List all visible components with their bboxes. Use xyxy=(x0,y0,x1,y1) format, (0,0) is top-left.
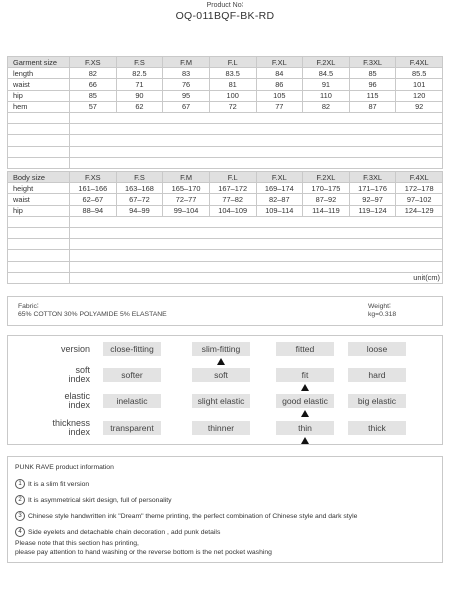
size-header: F.M xyxy=(163,172,210,183)
row-label: hip xyxy=(8,205,70,216)
product-properties xyxy=(7,335,443,445)
table-cell: 169–174 xyxy=(256,183,303,194)
table-row xyxy=(8,239,443,250)
number-badge: 2 xyxy=(15,495,25,505)
table-cell: 83 xyxy=(163,68,210,79)
row-label: height xyxy=(8,183,70,194)
table-row xyxy=(8,216,443,227)
table-cell: 87 xyxy=(349,101,396,112)
table-cell: 100 xyxy=(209,90,256,101)
size-header: F.4XL xyxy=(396,172,443,183)
property-option: thick xyxy=(348,421,406,435)
table-cell: 90 xyxy=(116,90,163,101)
size-header: F.S xyxy=(116,172,163,183)
number-badge: 4 xyxy=(15,527,25,537)
property-option: good elastic xyxy=(276,394,334,408)
table-cell xyxy=(8,216,70,227)
property-label xyxy=(8,366,90,384)
table-cell: 85 xyxy=(349,68,396,79)
table-row xyxy=(8,68,443,79)
table-row xyxy=(8,79,443,90)
selected-indicator-icon xyxy=(301,384,309,391)
table-cell: 72–77 xyxy=(163,194,210,205)
washing-note-line: please pay attention to hand washing or the reverse bottom is the net pocket washing xyxy=(15,549,272,556)
table-row xyxy=(8,250,443,261)
table-cell: 62 xyxy=(116,101,163,112)
size-header: F.2XL xyxy=(303,172,350,183)
info-item xyxy=(15,479,89,489)
table-cell: 171–176 xyxy=(349,183,396,194)
property-option: soft xyxy=(192,368,250,382)
fabric-label: Fabric∶ xyxy=(18,303,39,310)
size-header: F.XS xyxy=(70,172,117,183)
property-option: hard xyxy=(348,368,406,382)
table-cell: 115 xyxy=(349,90,396,101)
table-cell: 92–97 xyxy=(349,194,396,205)
size-header: F.S xyxy=(116,57,163,68)
table-cell: 84 xyxy=(256,68,303,79)
table-title: Body size xyxy=(8,172,70,183)
table-cell xyxy=(70,157,443,168)
table-row xyxy=(8,183,443,194)
row-label: waist xyxy=(8,194,70,205)
table-cell: 71 xyxy=(116,79,163,90)
table-cell xyxy=(70,216,443,227)
table-cell: 101 xyxy=(396,79,443,90)
info-item-text: It is asymmetrical skirt design, full of personality xyxy=(28,496,172,504)
table-cell: 124–129 xyxy=(396,205,443,216)
table-cell xyxy=(8,239,70,250)
table-cell: 82.5 xyxy=(116,68,163,79)
table-row xyxy=(8,194,443,205)
row-label: hip xyxy=(8,90,70,101)
selected-indicator-icon xyxy=(301,410,309,417)
property-label xyxy=(8,392,90,410)
table-cell xyxy=(8,124,70,135)
size-header: F.L xyxy=(209,172,256,183)
selected-indicator-icon xyxy=(217,358,225,365)
table-cell: 82–87 xyxy=(256,194,303,205)
table-cell: 83.5 xyxy=(209,68,256,79)
table-cell: 110 xyxy=(303,90,350,101)
size-header: F.L xyxy=(209,57,256,68)
table-cell: 105 xyxy=(256,90,303,101)
number-badge: 3 xyxy=(15,511,25,521)
table-cell: 104–109 xyxy=(209,205,256,216)
table-cell xyxy=(8,227,70,238)
table-row xyxy=(8,227,443,238)
info-item xyxy=(15,527,220,537)
table-cell xyxy=(70,239,443,250)
info-title: PUNK RAVE product information xyxy=(15,464,114,471)
property-option: transparent xyxy=(103,421,161,435)
table-cell xyxy=(70,250,443,261)
table-cell: 85.5 xyxy=(396,68,443,79)
table-header-row xyxy=(8,172,443,183)
table-cell: 95 xyxy=(163,90,210,101)
property-label-line: version xyxy=(60,343,90,354)
property-option: loose xyxy=(348,342,406,356)
size-header: F.XL xyxy=(256,172,303,183)
fabric-composition: 65% COTTON 30% POLYAMIDE 5% ELASTANE xyxy=(18,311,167,318)
table-cell: 57 xyxy=(70,101,117,112)
property-option: close-fitting xyxy=(103,342,161,356)
weight-value: kg=0.318 xyxy=(368,311,397,318)
table-row xyxy=(8,146,443,157)
table-cell: 92 xyxy=(396,101,443,112)
garment-size-table xyxy=(7,56,443,169)
property-label-line: thickness xyxy=(52,418,90,428)
info-item-text: Chinese style handwritten ink "Dream" theme printing, the perfect combination of Chinese style and dark style xyxy=(28,512,358,520)
table-cell: 77–82 xyxy=(209,194,256,205)
table-cell: 99–104 xyxy=(163,205,210,216)
table-cell: 88–94 xyxy=(70,205,117,216)
table-row xyxy=(8,112,443,123)
property-option: thinner xyxy=(192,421,250,435)
property-option: fitted xyxy=(276,342,334,356)
unit-label: unit(cm) xyxy=(70,272,443,283)
size-header: F.3XL xyxy=(349,172,396,183)
table-cell xyxy=(70,135,443,146)
property-option: softer xyxy=(103,368,161,382)
table-cell: 76 xyxy=(163,79,210,90)
table-header-row xyxy=(8,57,443,68)
size-header: F.2XL xyxy=(303,57,350,68)
property-option: thin xyxy=(276,421,334,435)
table-cell xyxy=(70,227,443,238)
table-cell: 86 xyxy=(256,79,303,90)
table-row xyxy=(8,272,443,283)
table-cell: 77 xyxy=(256,101,303,112)
size-header: F.4XL xyxy=(396,57,443,68)
table-cell xyxy=(8,135,70,146)
table-cell: 82 xyxy=(70,68,117,79)
product-number-label: Product No∶ xyxy=(206,2,244,9)
table-row xyxy=(8,124,443,135)
table-row xyxy=(8,157,443,168)
table-cell: 163–168 xyxy=(116,183,163,194)
table-cell: 84.5 xyxy=(303,68,350,79)
washing-note-line: Please note that this section has printing, xyxy=(15,540,139,547)
property-option: fit xyxy=(276,368,334,382)
row-label: waist xyxy=(8,79,70,90)
table-cell: 114–119 xyxy=(303,205,350,216)
table-cell xyxy=(70,261,443,272)
table-row xyxy=(8,205,443,216)
size-header: F.3XL xyxy=(349,57,396,68)
property-label-line: index xyxy=(68,400,90,410)
fabric-section xyxy=(7,296,443,326)
property-label-line: index xyxy=(68,374,90,384)
table-row xyxy=(8,90,443,101)
row-label: hem xyxy=(8,101,70,112)
product-information xyxy=(7,456,443,563)
property-label xyxy=(8,419,90,437)
table-cell: 119–124 xyxy=(349,205,396,216)
table-cell: 62–67 xyxy=(70,194,117,205)
size-header: F.XS xyxy=(70,57,117,68)
property-label-line: elastic xyxy=(64,391,90,401)
table-cell: 109–114 xyxy=(256,205,303,216)
table-cell: 94–99 xyxy=(116,205,163,216)
table-cell: 81 xyxy=(209,79,256,90)
table-cell: 67 xyxy=(163,101,210,112)
table-cell xyxy=(8,112,70,123)
table-cell: 170–175 xyxy=(303,183,350,194)
number-badge: 1 xyxy=(15,479,25,489)
table-cell xyxy=(8,146,70,157)
table-title: Garment size xyxy=(8,57,70,68)
info-item-text: Side eyelets and detachable chain decoration , add punk details xyxy=(28,528,221,536)
weight-label: Weight∶ xyxy=(368,303,391,310)
selected-indicator-icon xyxy=(301,437,309,444)
property-label xyxy=(8,345,90,354)
table-cell xyxy=(70,124,443,135)
property-option: slim-fitting xyxy=(192,342,250,356)
table-cell: 72 xyxy=(209,101,256,112)
table-cell: 167–172 xyxy=(209,183,256,194)
table-cell: 87–92 xyxy=(303,194,350,205)
table-row xyxy=(8,135,443,146)
body-size-table xyxy=(7,171,443,284)
table-cell xyxy=(70,146,443,157)
table-row xyxy=(8,101,443,112)
table-cell: 67–72 xyxy=(116,194,163,205)
row-label: length xyxy=(8,68,70,79)
table-cell: 85 xyxy=(70,90,117,101)
size-header: F.M xyxy=(163,57,210,68)
property-label-line: index xyxy=(68,427,90,437)
table-cell xyxy=(70,112,443,123)
table-cell: 165–170 xyxy=(163,183,210,194)
table-row xyxy=(8,261,443,272)
info-item-text: It is a slim fit version xyxy=(28,480,90,488)
table-cell: 66 xyxy=(70,79,117,90)
property-option: inelastic xyxy=(103,394,161,408)
table-cell: 91 xyxy=(303,79,350,90)
size-header: F.XL xyxy=(256,57,303,68)
property-label-line: soft xyxy=(75,365,90,375)
table-cell xyxy=(8,272,70,283)
table-cell: 120 xyxy=(396,90,443,101)
table-cell: 161–166 xyxy=(70,183,117,194)
table-cell: 96 xyxy=(349,79,396,90)
table-cell xyxy=(8,250,70,261)
table-cell xyxy=(8,261,70,272)
table-cell xyxy=(8,157,70,168)
property-option: slight elastic xyxy=(192,394,250,408)
property-option: big elastic xyxy=(348,394,406,408)
product-number: OQ-011BQF-BK-RD xyxy=(175,10,275,22)
table-cell: 172–178 xyxy=(396,183,443,194)
table-cell: 82 xyxy=(303,101,350,112)
table-cell: 97–102 xyxy=(396,194,443,205)
info-item xyxy=(15,495,172,505)
info-item xyxy=(15,511,357,521)
